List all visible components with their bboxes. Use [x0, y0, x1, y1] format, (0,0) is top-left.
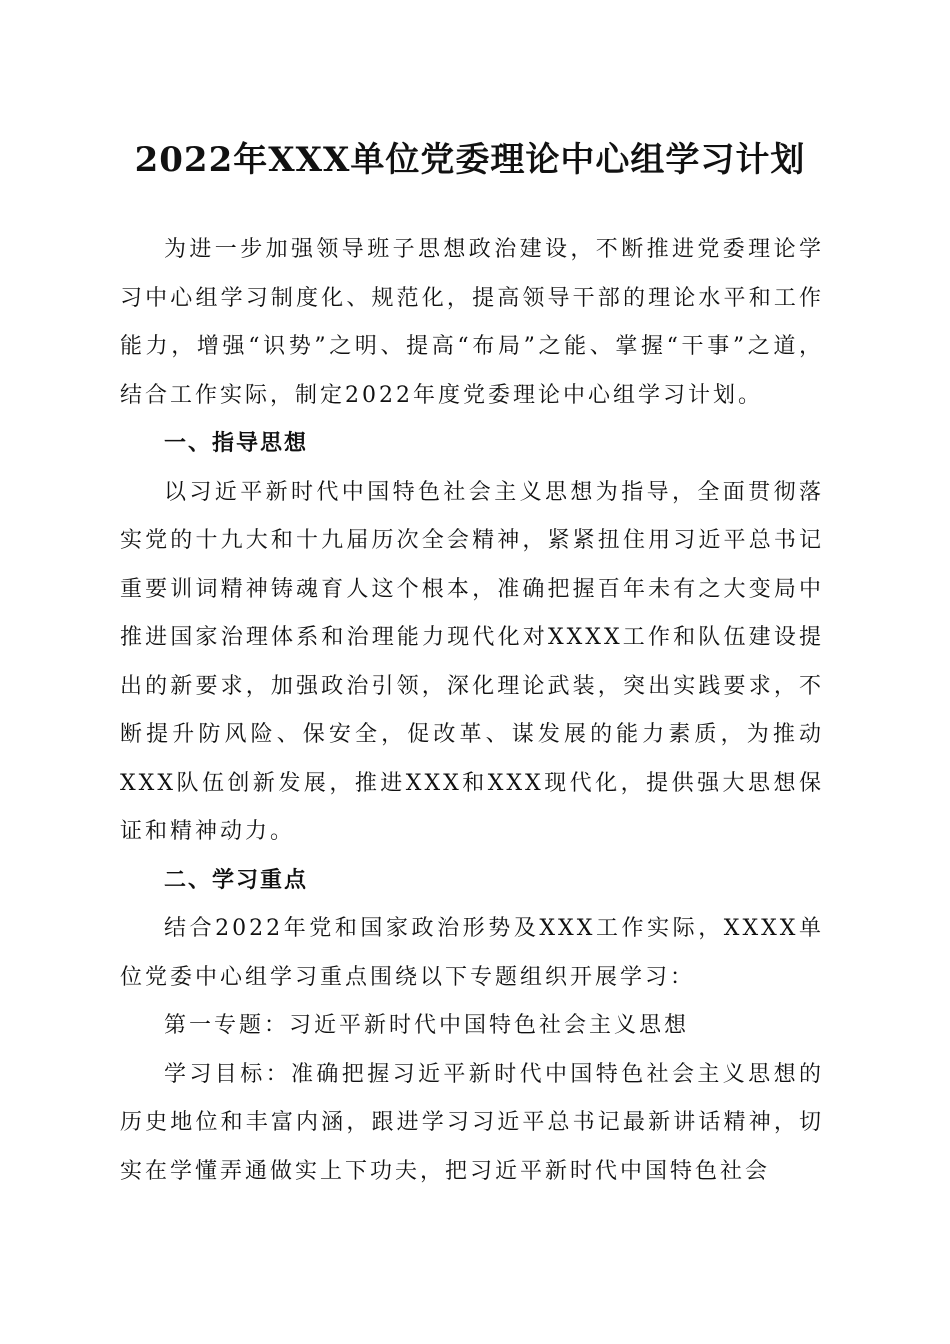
intro-paragraph: 为进一步加强领导班子思想政治建设，不断推进党委理论学习中心组学习制度化、规范化，提高领导干部的理论水平和工作能力，增强“识势”之明、提高“布局”之能、掌握“干事”之道，结合工作实际，制定2022年度党委理论中心组学习计划。 — [120, 237, 824, 408]
document-body — [120, 226, 824, 1196]
document-title: 2022年XXX单位党委理论中心组学习计划 — [134, 140, 806, 180]
guiding-thought-paragraph: 以习近平新时代中国特色社会主义思想为指导，全面贯彻落实党的十九大和十九届历次全会精神，紧紧扭住用习近平总书记重要训词精神铸魂育人这个根本，准确把握百年未有之大变局中推进国家治理体系和治理能力现代化对XXXX工作和队伍建设提出的新要求，加强政治引领，深化理论武装，突出实践要求，不断提升防风险、保安全，促改革、谋发展的能力素质，为推动XXX队伍创新发展，推进XXX和XXX现代化，提供强大思想保证和精神动力。 — [120, 479, 824, 844]
study-focus-paragraph: 结合2022年党和国家政治形势及XXX工作实际，XXXX单位党委中心组学习重点围绕以下专题组织开展学习： — [120, 916, 824, 990]
section-heading-study-focus: 二、学习重点 — [164, 867, 309, 893]
topic-1-heading: 第一专题：习近平新时代中国特色社会主义思想 — [164, 1013, 690, 1038]
section-heading-guiding-thought: 一、指导思想 — [164, 431, 309, 456]
topic-1-goal-paragraph: 学习目标：准确把握习近平新时代中国特色社会主义思想的历史地位和丰富内涵，跟进学习习近平总书记最新讲话精神，切实在学懂弄通做实上下功夫，把习近平新时代中国特色社会 — [120, 1061, 824, 1184]
